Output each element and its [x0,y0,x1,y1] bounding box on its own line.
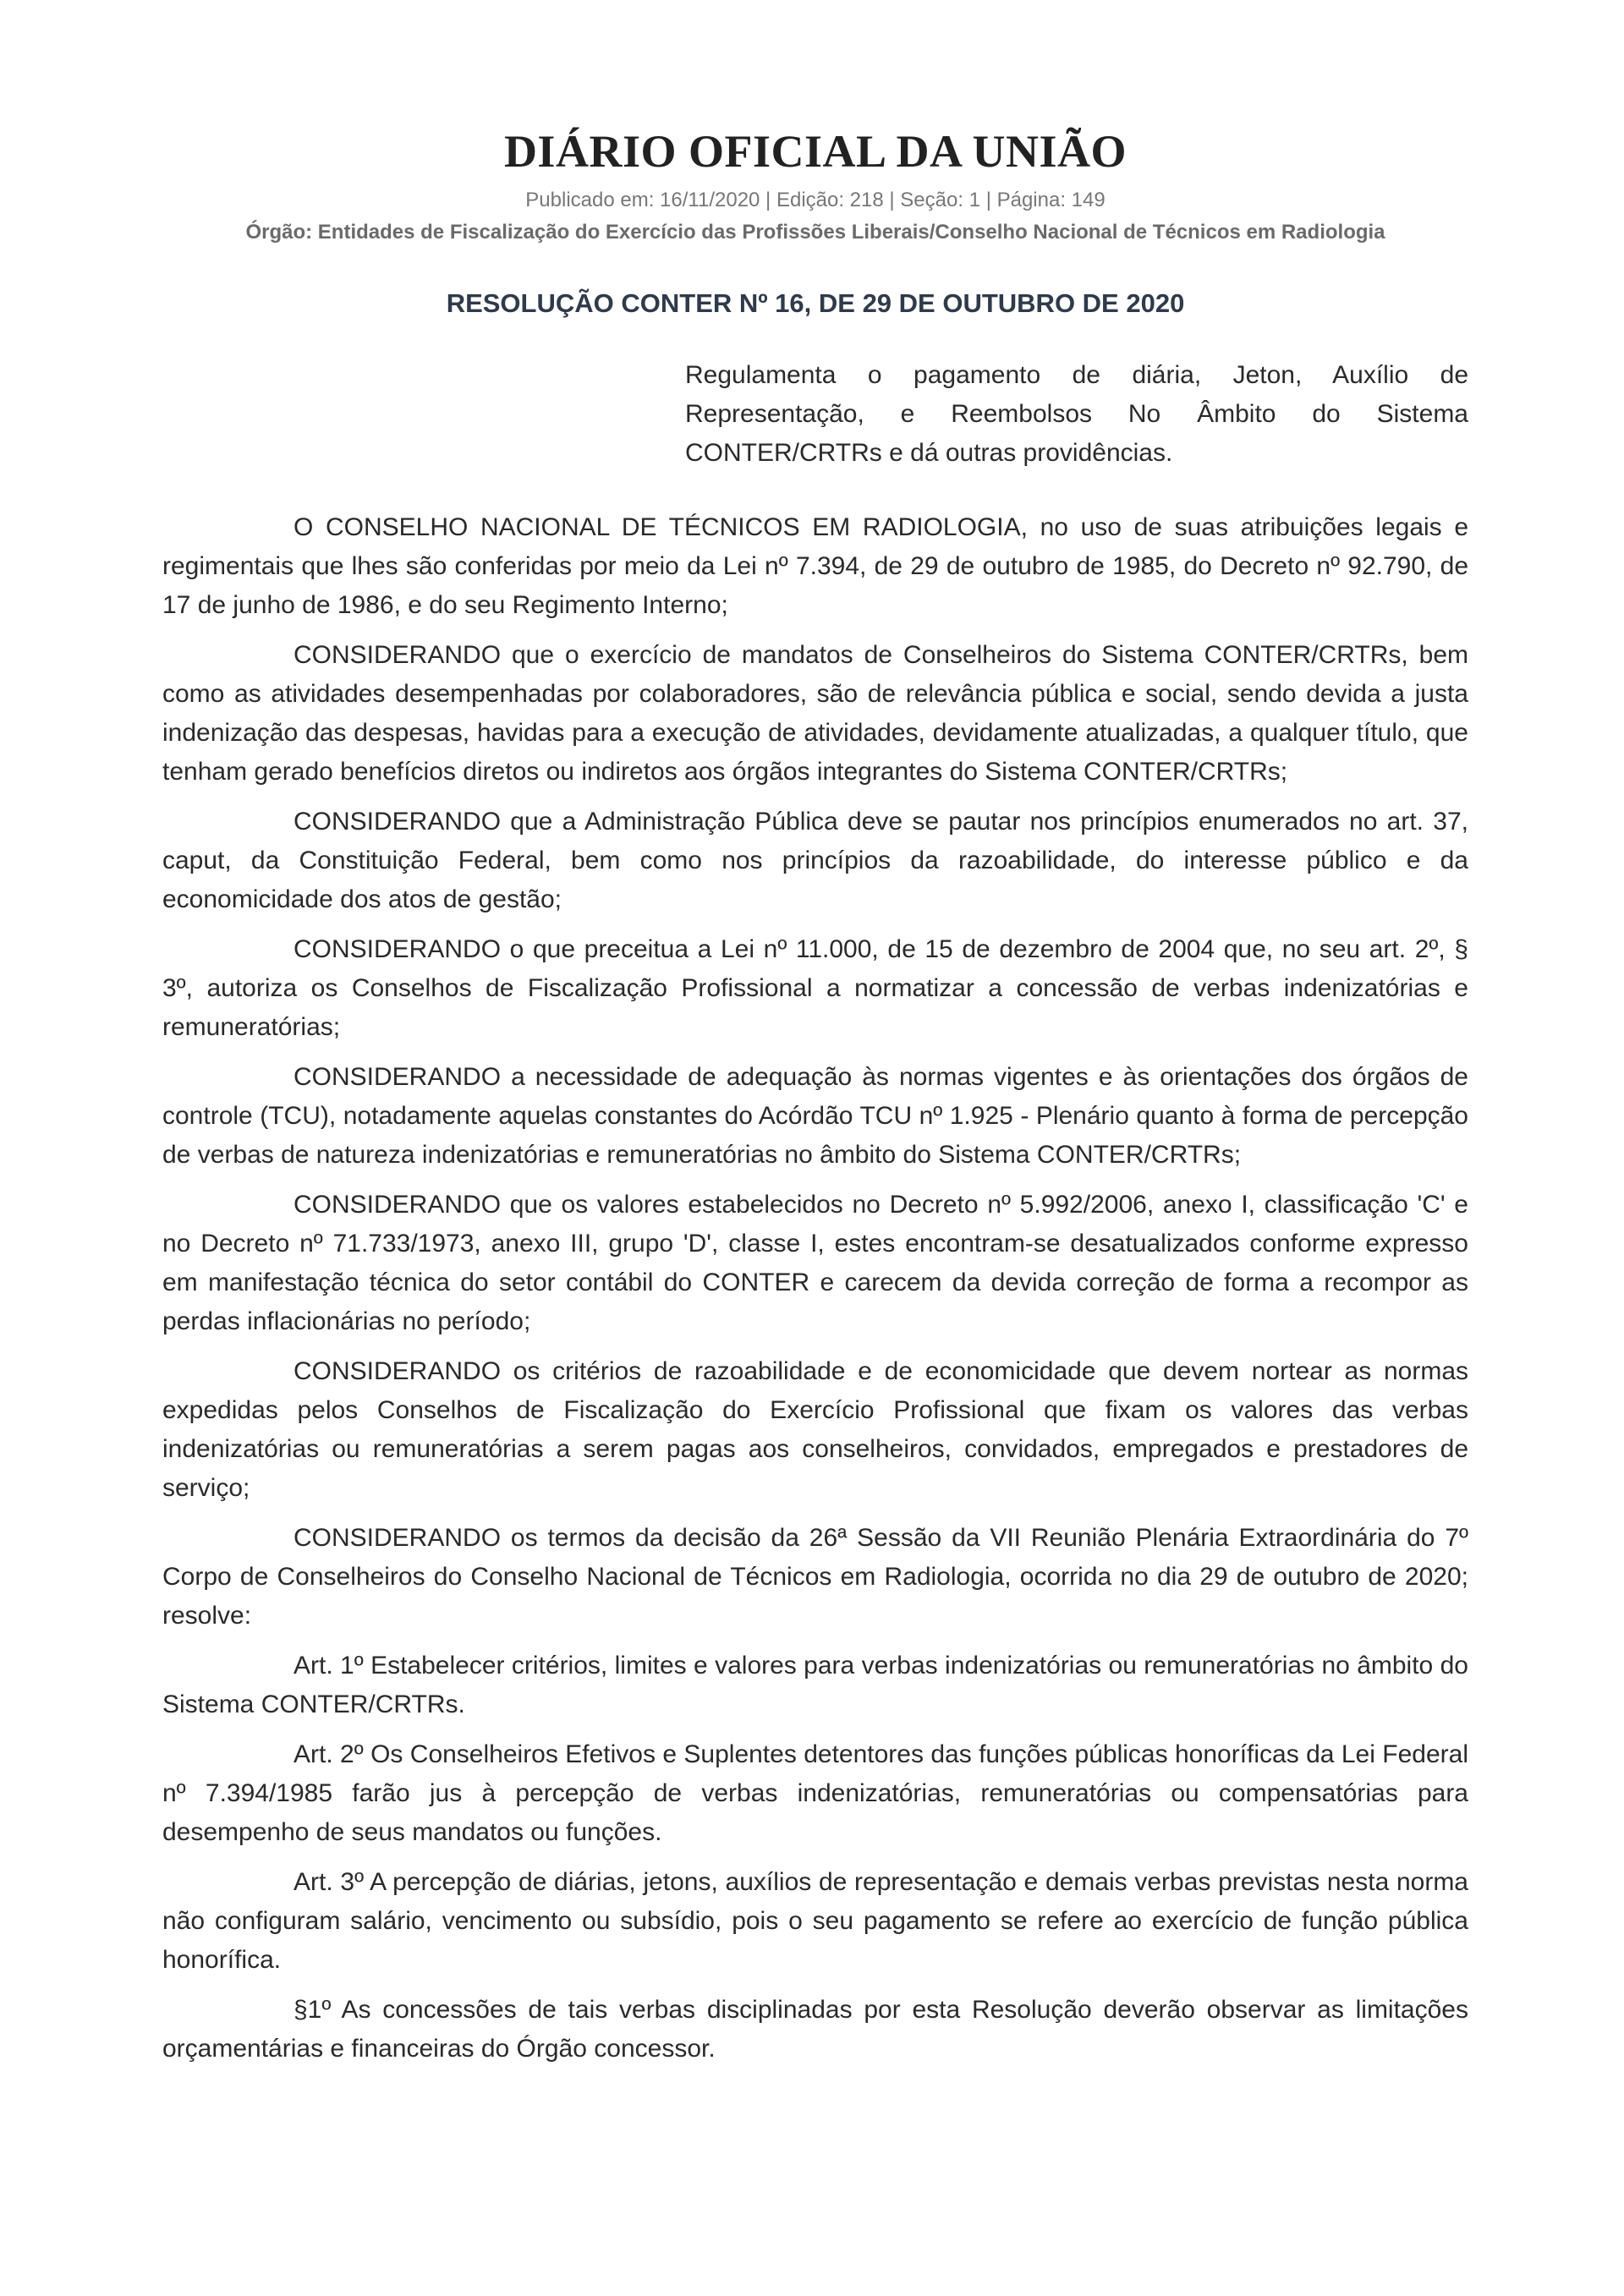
considerando-paragraph: CONSIDERANDO que a Administração Pública deve se pautar nos princípios enumerados no art. 37, caput, da Constituição Federal, bem como nos princípios da razoabilidade, do interesse público e da economicidade dos atos de gestão; [162,808,1468,914]
document-page [162,127,1468,2080]
paragraph-1: §1º As concessões de tais verbas disciplinadas por esta Resolução deverão observar as limitações orçamentárias e financeiras do Órgão concessor. [162,1996,1468,2063]
resolution-title: RESOLUÇÃO CONTER Nº 16, DE 29 DE OUTUBRO DE 2020 [446,288,1185,319]
considerando-paragraph: CONSIDERANDO que os valores estabelecidos no Decreto nº 5.992/2006, anexo I, classificação 'C' e no Decreto nº 71.733/1973, anexo III, grupo 'D', classe I, estes encontram-se desatualizados conforme expresso em manifestação técnica do setor contábil do CONTER e carecem da devida correção de forma a recompor as perdas inflacionárias no período; [162,1191,1468,1336]
resolution-body [162,508,1468,2069]
article-2: Art. 2º Os Conselheiros Efetivos e Suplentes detentores das funções públicas honoríficas da Lei Federal nº 7.394/1985 farão jus à percepção de verbas indenizatórias, remuneratórias ou compensatórias para desempenho de seus mandatos ou funções. [162,1740,1468,1847]
publication-info: Publicado em: 16/11/2020 | Edição: 218 | Seção: 1 | Página: 149 [525,189,1106,212]
ementa: Regulamenta o pagamento de diária, Jeton, Auxílio de Representação, e Reembolsos No Âmbito do Sistema CONTER/CRTRs e dá outras providências. [685,361,1468,468]
orgao-line: Órgão: Entidades de Fiscalização do Exercício das Profissões Liberais/Conselho Nacional de Técnicos em Radiologia [245,221,1385,244]
article-1: Art. 1º Estabelecer critérios, limites e valores para verbas indenizatórias ou remuneratórias no âmbito do Sistema CONTER/CRTRs. [162,1652,1468,1719]
considerando-paragraph: CONSIDERANDO os termos da decisão da 26ª Sessão da VII Reunião Plenária Extraordinária do 7º Corpo de Conselheiros do Conselho Nacional de Técnicos em Radiologia, ocorrida no dia 29 de outubro de 2020; resolve: [162,1524,1468,1630]
considerando-paragraph: CONSIDERANDO os critérios de razoabilidade e de economicidade que devem nortear as normas expedidas pelos Conselhos de Fiscalização do Exercício Profissional que fixam os valores das verbas indenizatórias ou remuneratórias a serem pagas aos conselheiros, convidados, empregados e prestadores de serviço; [162,1357,1468,1503]
masthead-title: DIÁRIO OFICIAL DA UNIÃO [503,126,1127,177]
preamble-paragraph: O CONSELHO NACIONAL DE TÉCNICOS EM RADIOLOGIA, no uso de suas atribuições legais e regimentais que lhes são conferidas por meio da Lei nº 7.394, de 29 de outubro de 1985, do Decreto nº 92.790, de 17 de junho de 1986, e do seu Regimento Interno; [162,513,1468,620]
considerando-paragraph: CONSIDERANDO a necessidade de adequação às normas vigentes e às orientações dos órgãos de controle (TCU), notadamente aquelas constantes do Acórdão TCU nº 1.925 - Plenário quanto à forma de percepção de verbas de natureza indenizatórias e remuneratórias no âmbito do Sistema CONTER/CRTRs; [162,1063,1468,1170]
considerando-paragraph: CONSIDERANDO que o exercício de mandatos de Conselheiros do Sistema CONTER/CRTRs, bem como as atividades desempenhadas por colaboradores, são de relevância pública e social, sendo devida a justa indenização das despesas, havidas para a execução de atividades, devidamente atualizadas, a qualquer título, que tenham gerado benefícios diretos ou indiretos aos órgãos integrantes do Sistema CONTER/CRTRs; [162,641,1468,786]
considerando-paragraph: CONSIDERANDO o que preceitua a Lei nº 11.000, de 15 de dezembro de 2004 que, no seu art. 2º, § 3º, autoriza os Conselhos de Fiscalização Profissional a normatizar a concessão de verbas indenizatórias e remuneratórias; [162,935,1468,1042]
article-3: Art. 3º A percepção de diárias, jetons, auxílios de representação e demais verbas previstas nesta norma não configuram salário, vencimento ou subsídio, pois o seu pagamento se refere ao exercício de função pública honorífica. [162,1868,1468,1975]
